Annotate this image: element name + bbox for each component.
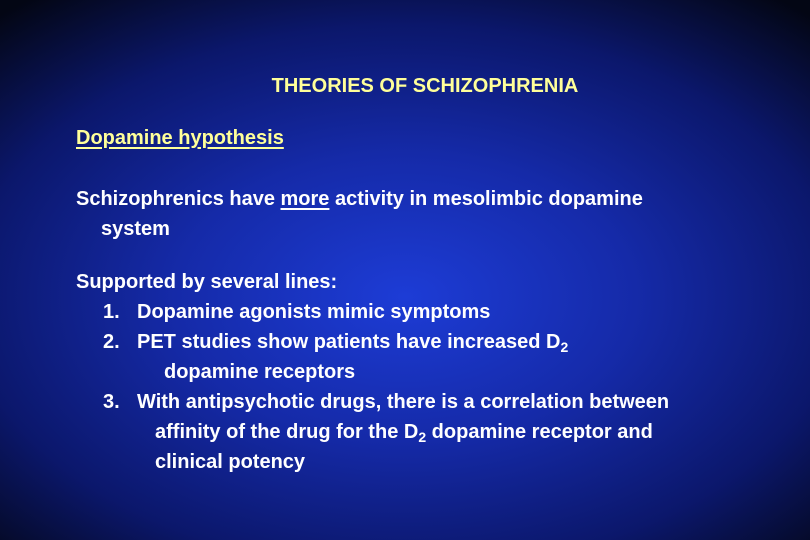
evidence-list	[76, 297, 669, 477]
list-item	[103, 387, 669, 477]
item-text: With antipsychotic drugs, there is a correlation between	[137, 391, 670, 413]
item-continuation: clinical potency	[155, 451, 306, 473]
evidence-intro: Supported by several lines:	[76, 271, 338, 293]
item-number: 2.	[103, 331, 120, 353]
statement-text-start: Schizophrenics have	[76, 188, 281, 210]
item-number: 3.	[103, 391, 120, 413]
item-number: 1.	[103, 301, 120, 323]
subscript-2: 2	[560, 339, 569, 355]
emphasis-more: more	[280, 188, 330, 210]
continuation-text-end: dopamine receptor and	[426, 421, 653, 443]
hypothesis-statement	[76, 184, 643, 244]
evidence-block	[76, 267, 669, 477]
subscript-2: 2	[418, 429, 427, 445]
continuation-text-start: affinity of the drug for the D	[155, 421, 419, 443]
item-text: PET studies show patients have increased D	[137, 331, 561, 353]
list-item	[103, 327, 669, 387]
list-item	[103, 297, 669, 327]
slide-title: THEORIES OF SCHIZOPHRENIA	[271, 75, 579, 97]
item-continuation: dopamine receptors	[164, 361, 356, 383]
statement-text-end: activity in mesolimbic dopamine	[329, 188, 643, 210]
section-heading: Dopamine hypothesis	[76, 127, 284, 149]
item-continuation	[103, 417, 669, 447]
statement-continuation: system	[101, 218, 170, 240]
item-text: Dopamine agonists mimic symptoms	[137, 301, 491, 323]
